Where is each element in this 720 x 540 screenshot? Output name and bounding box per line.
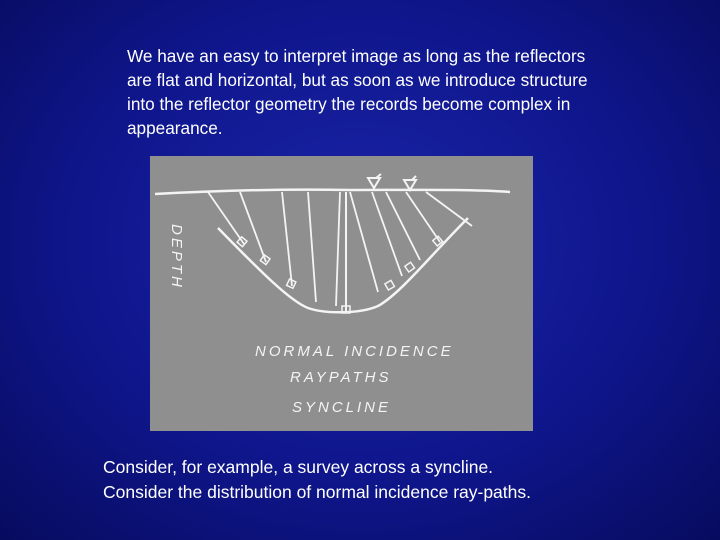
figure-title-line1: NORMAL INCIDENCE [255,343,454,360]
shot-marker-2 [404,176,416,190]
raypath-2 [240,192,266,262]
right-angle-mark-6 [405,262,415,272]
sketch-svg [150,156,533,431]
syncline-raypath-sketch [150,156,533,431]
caption-line-1: Consider, for example, a survey across a syncline. [103,457,494,477]
intro-paragraph: We have an easy to interpret image as long as the reflectors are flat and horizontal, but as soon as we introduce structure into the reflector geometry the records become complex in appearance. [127,46,588,138]
raypath-4 [308,192,316,302]
raypath-5 [336,192,340,306]
depth-label: DEPTH [168,224,185,290]
right-angle-mark-5 [385,280,395,290]
raypath-6 [350,192,378,292]
raypath-10 [426,192,472,226]
raypath-3 [282,192,292,286]
figure-title-line2: RAYPATHS [290,369,392,386]
raypath-7 [372,192,402,276]
shot-marker-1 [368,174,381,188]
caption-line-2: Consider the distribution of normal incidence ray-paths. [103,482,531,502]
caption [103,455,663,505]
raypath-8 [386,192,420,260]
figure-subtitle: SYNCLINE [292,399,392,416]
